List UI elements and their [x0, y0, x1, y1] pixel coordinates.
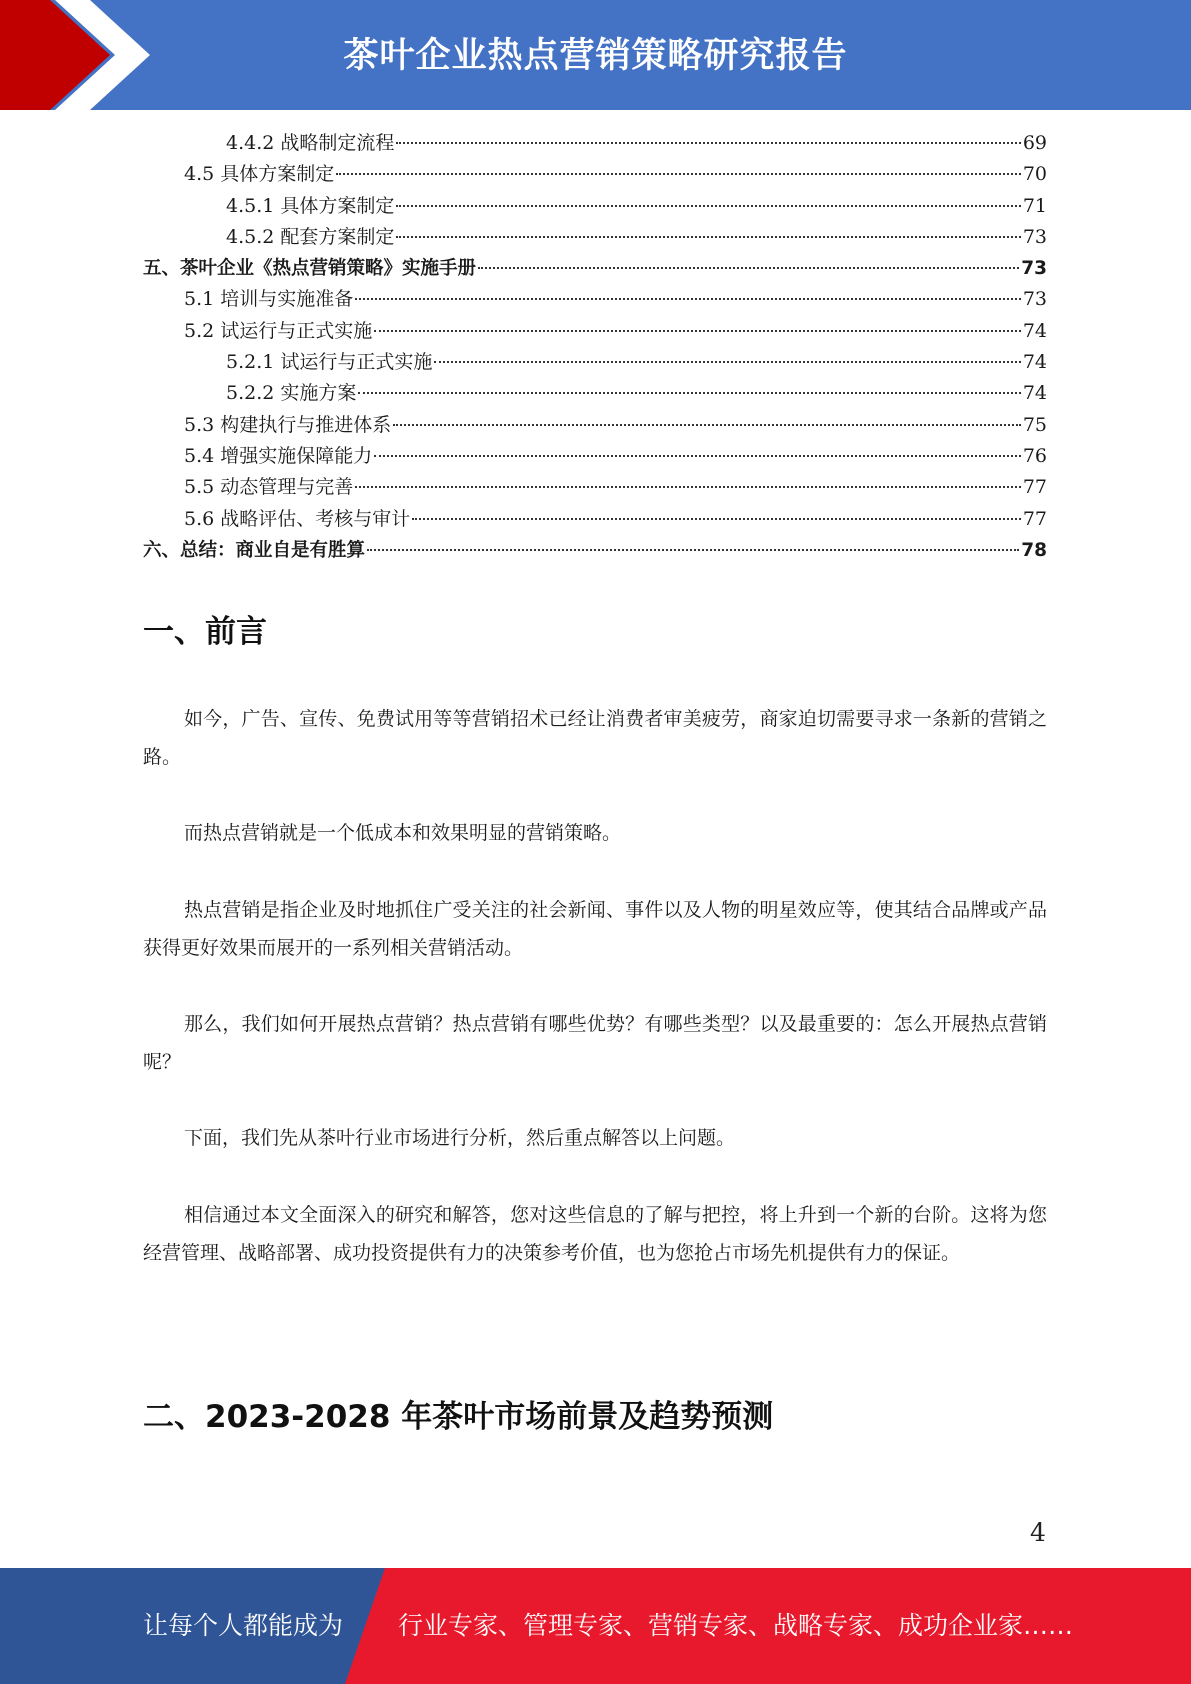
toc-entry[interactable] [143, 222, 1047, 253]
toc-dot-leader [478, 267, 1019, 269]
toc-dot-leader [396, 205, 1020, 207]
paragraph: 而热点营销就是一个低成本和效果明显的营销策略。 [184, 822, 622, 844]
toc-entry[interactable] [143, 504, 1047, 535]
toc-dot-leader [355, 298, 1021, 300]
paragraph: 如今，广告、宣传、免费试用等等营销招术已经让消费者审美疲劳，商家迫切需要寻求一条新的营销之路。 [143, 708, 1047, 768]
toc-entry[interactable] [143, 316, 1047, 347]
toc-entry-page: 75 [1022, 413, 1047, 436]
toc-dot-leader [393, 424, 1021, 426]
toc-entry-title: 4.5.1 具体方案制定 [226, 194, 395, 217]
toc-entry-page: 73 [1021, 258, 1047, 280]
toc-entry-page: 73 [1022, 288, 1047, 311]
toc-dot-leader [396, 142, 1020, 144]
toc-entry-title: 4.5 具体方案制定 [184, 163, 335, 186]
footer-slogan-left: 让每个人都能成为 [143, 1611, 344, 1640]
page-footer [0, 1568, 1191, 1684]
paragraph: 相信通过本文全面深入的研究和解答，您对这些信息的了解与把控，将上升到一个新的台阶。这将为您经营管理、战略部署、成功投资提供有力的决策参考价值，也为您抢占市场先机提供有力的保证。 [143, 1204, 1047, 1264]
toc-dot-leader [355, 486, 1021, 488]
toc-entry-title: 5.5 动态管理与完善 [184, 476, 354, 499]
toc-dot-leader [434, 361, 1020, 363]
toc-entry-page: 71 [1022, 194, 1047, 217]
toc-entry[interactable] [143, 347, 1047, 378]
paragraph: 那么，我们如何开展热点营销？热点营销有哪些优势？有哪些类型？以及最重要的：怎么开展热点营销呢？ [143, 1013, 1047, 1073]
toc-entry-page: 69 [1022, 132, 1047, 154]
toc-entry-title: 六、总结：商业自是有胜算 [143, 539, 366, 561]
toc-entry-title: 5.4 增强实施保障能力 [184, 444, 373, 467]
page-header [0, 0, 1191, 110]
toc-entry-page: 70 [1022, 163, 1047, 186]
paragraph: 热点营销是指企业及时地抓住广受关注的社会新闻、事件以及人物的明星效应等，使其结合品牌或产品获得更好效果而展开的一系列相关营销活动。 [143, 899, 1047, 959]
section-heading-market-forecast: 二、2023-2028 年茶叶市场前景及趋势预测 [143, 1399, 774, 1435]
page-number: 4 [1030, 1518, 1046, 1547]
toc-entry[interactable] [143, 378, 1047, 409]
header-title: 茶叶企业热点营销策略研究报告 [343, 36, 848, 76]
toc-entry-title: 4.5.2 配套方案制定 [226, 225, 395, 248]
toc-entry[interactable] [143, 472, 1047, 503]
section-heading-preface: 一、前言 [143, 614, 267, 650]
toc-entry-title: 5.2.1 试运行与正式实施 [226, 351, 433, 374]
paragraph: 下面，我们先从茶叶行业市场进行分析，然后重点解答以上问题。 [184, 1127, 736, 1149]
toc-dot-leader [396, 236, 1020, 238]
toc-dot-leader [367, 549, 1019, 551]
footer-slogan-right: 行业专家、管理专家、营销专家、战略专家、成功企业家…… [398, 1611, 1074, 1640]
toc-entry-page: 78 [1021, 539, 1047, 561]
toc-entry-page: 74 [1022, 319, 1047, 342]
toc-entry[interactable] [143, 410, 1047, 441]
toc-dot-leader [374, 330, 1021, 332]
table-of-contents [143, 128, 1047, 566]
toc-entry-title: 4.4.2 战略制定流程 [226, 132, 395, 154]
toc-entry-title: 5.3 构建执行与推进体系 [184, 413, 392, 436]
toc-entry[interactable] [143, 253, 1047, 284]
toc-entry[interactable] [143, 284, 1047, 315]
toc-entry-title: 5.6 战略评估、考核与审计 [184, 507, 411, 530]
toc-entry-title: 5.2.2 实施方案 [226, 382, 357, 405]
toc-entry-page: 74 [1022, 382, 1047, 405]
toc-dot-leader [336, 173, 1021, 175]
toc-entry-page: 74 [1022, 351, 1047, 374]
toc-entry[interactable] [143, 191, 1047, 222]
toc-entry-title: 五、茶叶企业《热点营销策略》实施手册 [143, 258, 477, 280]
toc-entry[interactable] [143, 128, 1047, 159]
toc-entry[interactable] [143, 159, 1047, 190]
toc-dot-leader [358, 392, 1020, 394]
toc-entry-page: 76 [1022, 444, 1047, 467]
toc-dot-leader [374, 455, 1021, 457]
toc-entry-page: 77 [1022, 507, 1047, 530]
toc-entry-title: 5.2 试运行与正式实施 [184, 319, 373, 342]
toc-entry-title: 5.1 培训与实施准备 [184, 288, 354, 311]
toc-entry[interactable] [143, 535, 1047, 566]
toc-entry-page: 77 [1022, 476, 1047, 499]
toc-dot-leader [412, 518, 1021, 520]
toc-entry-page: 73 [1022, 225, 1047, 248]
toc-entry[interactable] [143, 441, 1047, 472]
